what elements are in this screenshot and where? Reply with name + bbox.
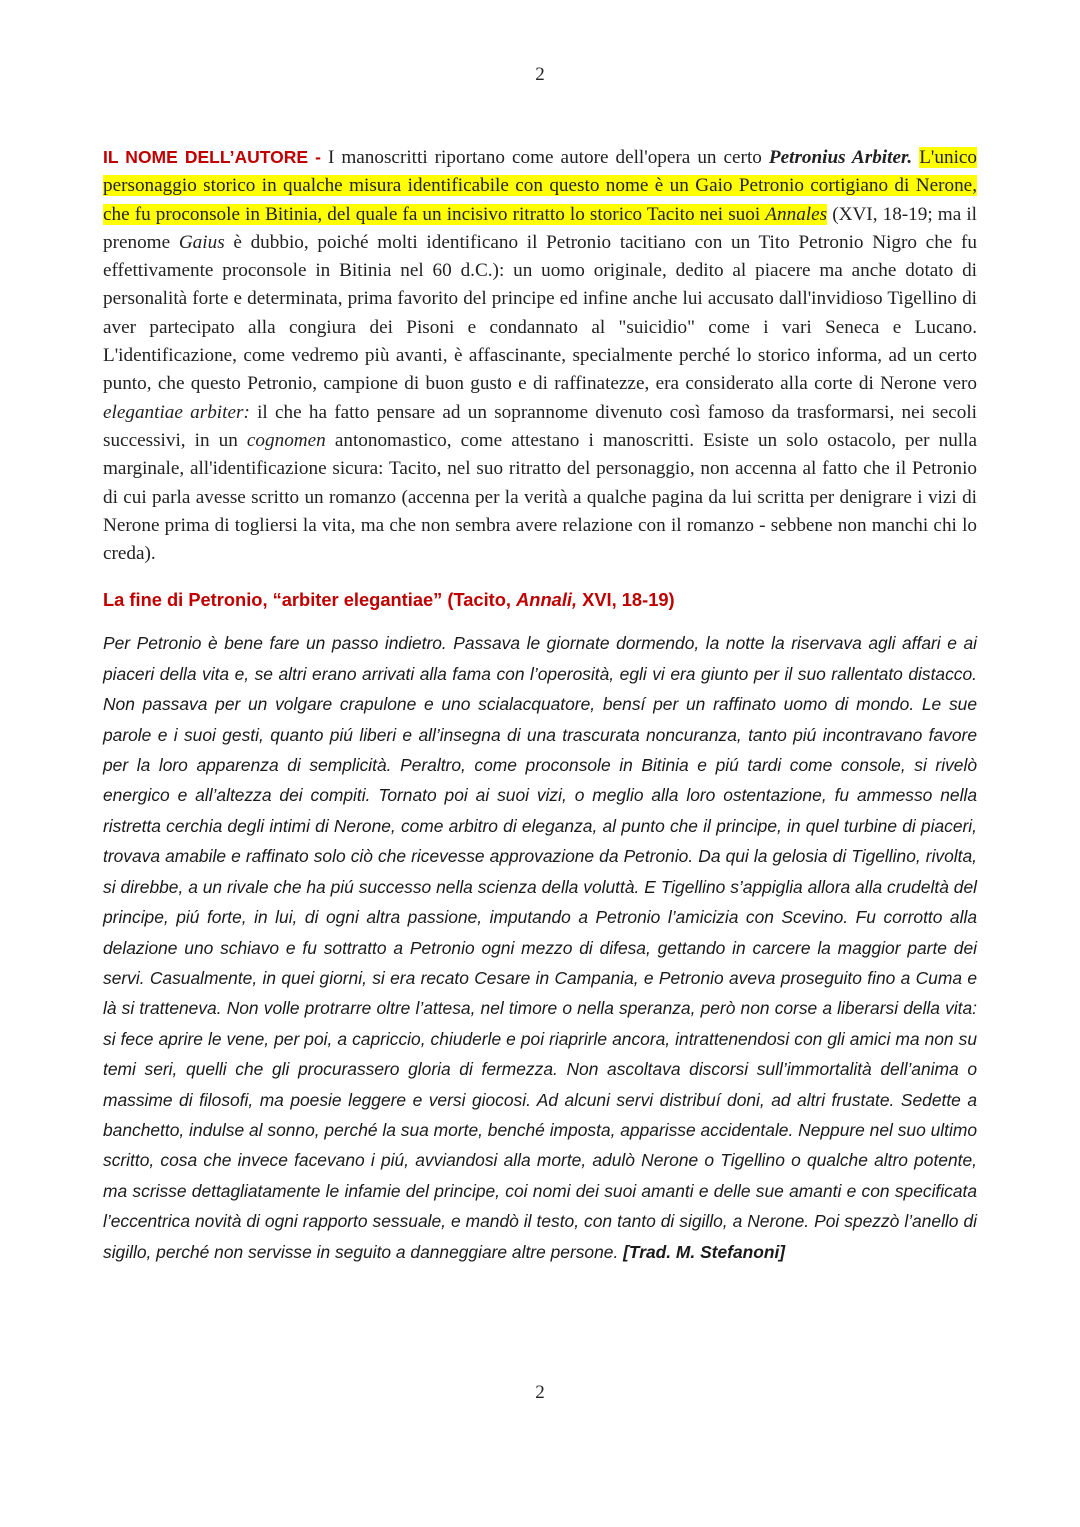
intro-text-1: I manoscritti riportano come autore dell'opera un certo (320, 147, 769, 168)
quote-text: Per Petronio è bene fare un passo indietro. Passava le giornate dormendo, la notte la riservava agli affari e ai piaceri della vita e, se altri erano arrivati alla fama con l’operosità, egli vi era giunto per il suo rallentato distacco. Non passava per un volgare crapulone e uno scialacquatore, bensí per un raffinato uomo di mondo. Le sue parole e i suoi gesti, quanto piú liberi e all’insegna di una trascurata noncuranza, tanto piú incontravano favore per la loro apparenza di semplicità. Peraltro, come proconsole in Bitinia e piú tardi come console, si rivelò energico e all’altezza dei compiti. Tornato poi ai suoi vizi, o meglio alla loro ostentazione, fu ammesso nella ristretta cerchia degli intimi di Nerone, come arbitro di eleganza, al punto che il principe, in quel turbine di piaceri, trovava amabile e raffinato solo ciò che ricevesse approvazione da Petronio. Da qui la gelosia di Tigellino, rivolta, si direbbe, a un rivale che ha piú successo nella scienza della voluttà. E Tigellino s’appiglia allora alla crudeltà del principe, piú forte, in lui, di ogni altra passione, imputando a Petronio l’amicizia con Scevino. Fu corrotto alla delazione uno schiavo e fu sottratto a Petronio ogni mezzo di difesa, gettando in carcere la maggior parte dei servi. Casualmente, in quei giorni, si era recato Cesare in Campania, e Petronio aveva proseguito fino a Cuma e là si tratteneva. Non volle protrarre oltre l’attesa, nel timore o nella speranza, però non corse a liberarsi della vita: si fece aprire le vene, per poi, a capriccio, chiuderle e poi riaprirle ancora, intrattenendosi con gli amici ma non su temi seri, quelli che gli procurassero gloria di fermezza. Non ascoltava discorsi sull’immortalità dell’anima o massime di filosofi, ma poesie leggere e versi giocosi. Ad alcuni servi distribuí doni, ad altri frustate. Sedette a banchetto, indulse al sonno, perché la sua morte, benché imposta, apparisse accidentale. Neppure nel suo ultimo scritto, cosa che invece facevano i piú, avviandosi alla morte, adulò Nerone o Tigellino o qualche altro potente, ma scrisse dettagliatamente le infamie del principe, coi nomi dei suoi amanti e delle sue amanti e con specificata l’eccentrica novità di ogni rapporto sessuale, e mandò il testo, con tanto di sigillo, a Nerone. Poi spezzò l’anello di sigillo, perché non servisse in seguito a danneggiare altre persone. (103, 633, 977, 1262)
intro-text-4: è dubbio, poiché molti identificano il Petronio tacitiano con un Tito Petronio Nigro che fu effettivamente proconsole in Bitinia nel 60 d.C.): un uomo originale, dedito al piacere ma anche dotato di personalità forte e determinata, prima favorito del principe ed infine anche lui accusato dall'invidioso Tigellino di aver partecipato alla congiura dei Pisoni e condannato al "suicidio" come i vari Seneca e Lucano. L'identificazione, come vedremo più avanti, è affascinante, specialmente perché lo storico informa, ad un certo punto, che questo Petronio, campione di buon gusto e di raffinatezze, era considerato alla corte di Nerone vero (103, 231, 977, 395)
intro-paragraph (103, 143, 977, 568)
intro-text-6: antonomastico, come attestano i manoscritti. Esiste un solo ostacolo, per nulla marginale, all'identificazione sicura: Tacito, nel suo ritratto del personaggio, non accenna al fatto che il Petronio di cui parla avesse scritto un romanzo (accenna per la verità a qualche pagina da lui scritta per denigrare i vizi di Nerone prima di togliersi la vita, ma che non sembra avere relazione con il romanzo - sebbene non manchi chi lo creda). (103, 429, 977, 565)
intro-text-3: (XVI, 18-19; ma il prenome (103, 203, 977, 253)
section-title-part-b: XVI, 18-19) (577, 589, 675, 611)
cognomen-term: cognomen (246, 429, 326, 451)
tacitus-quote (103, 628, 977, 1267)
translation-credit: [Trad. M. Stefanoni] (623, 1241, 786, 1262)
page-number-bottom: 2 (535, 1382, 545, 1403)
highlighted-annales: Annales (765, 203, 828, 225)
author-name: Petronius Arbiter. (768, 147, 913, 168)
section-title-annali: Annali, (516, 589, 578, 611)
section-heading-author-name: IL NOME DELL’AUTORE - (103, 147, 321, 167)
elegantiae-term: elegantiae arbiter: (103, 401, 250, 423)
section-title-fine-petronio (103, 586, 977, 614)
document-body (103, 143, 977, 1267)
page-number-top: 2 (535, 64, 545, 85)
section-title-part-a: La fine di Petronio, “arbiter elegantiae” (Tacito, (103, 589, 517, 611)
gaius-term: Gaius (178, 231, 225, 253)
intro-text-5: il che ha fatto pensare ad un soprannome divenuto così famoso da trasformarsi, nei secoli successivi, in un (103, 401, 977, 451)
highlighted-text: L'unico personaggio storico in qualche misura identificabile con questo nome è un Gaio Petronio cortigiano di Nerone, che fu proconsole in Bitinia, del quale fa un incisivo ritratto lo storico Tacito nei suoi (103, 147, 978, 225)
